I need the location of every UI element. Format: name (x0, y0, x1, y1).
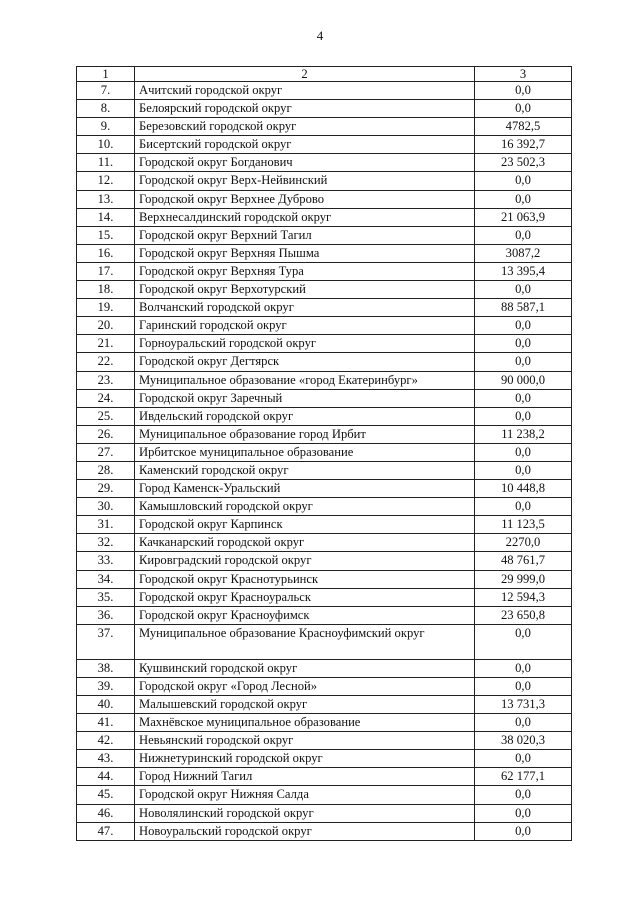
row-value: 0,0 (475, 190, 572, 208)
table-row (77, 190, 572, 208)
table-row (77, 750, 572, 768)
table-row (77, 208, 572, 226)
row-number: 35. (77, 588, 135, 606)
table-row (77, 371, 572, 389)
row-municipality: Нижнетуринский городской округ (135, 750, 475, 768)
table-row (77, 281, 572, 299)
row-municipality: Ачитский городской округ (135, 82, 475, 100)
page-number: 4 (316, 28, 324, 43)
table-row (77, 172, 572, 190)
row-municipality: Качканарский городской округ (135, 534, 475, 552)
row-number: 24. (77, 389, 135, 407)
row-municipality: Махнёвское муниципальное образование (135, 714, 475, 732)
row-value: 48 761,7 (475, 552, 572, 570)
table-row (77, 516, 572, 534)
table-row (77, 768, 572, 786)
row-municipality: Город Нижний Тагил (135, 768, 475, 786)
table-row (77, 677, 572, 695)
row-value: 0,0 (475, 714, 572, 732)
row-municipality: Верхнесалдинский городской округ (135, 208, 475, 226)
row-number: 7. (77, 82, 135, 100)
row-value: 0,0 (475, 389, 572, 407)
table-row (77, 461, 572, 479)
table-row (77, 822, 572, 840)
row-number: 44. (77, 768, 135, 786)
row-number: 45. (77, 786, 135, 804)
table-row (77, 299, 572, 317)
row-number: 38. (77, 659, 135, 677)
row-value: 21 063,9 (475, 208, 572, 226)
row-number: 20. (77, 317, 135, 335)
row-number: 22. (77, 353, 135, 371)
row-number: 32. (77, 534, 135, 552)
row-municipality: Каменский городской округ (135, 461, 475, 479)
row-municipality: Городской округ Верхний Тагил (135, 226, 475, 244)
row-number: 30. (77, 498, 135, 516)
table-row (77, 100, 572, 118)
allocation-table (76, 66, 572, 841)
row-number: 8. (77, 100, 135, 118)
row-value: 13 731,3 (475, 696, 572, 714)
table-row (77, 82, 572, 100)
row-number: 25. (77, 407, 135, 425)
table-row (77, 588, 572, 606)
row-number: 13. (77, 190, 135, 208)
row-municipality: Городской округ Верхотурский (135, 281, 475, 299)
row-value: 4782,5 (475, 118, 572, 136)
row-municipality: Бисертский городской округ (135, 136, 475, 154)
row-municipality: Городской округ «Город Лесной» (135, 677, 475, 695)
header-col-3: 3 (475, 67, 572, 82)
row-municipality: Новоуральский городской округ (135, 822, 475, 840)
row-number: 9. (77, 118, 135, 136)
table-row (77, 786, 572, 804)
row-number: 26. (77, 425, 135, 443)
row-value: 0,0 (475, 659, 572, 677)
row-value: 11 123,5 (475, 516, 572, 534)
row-value: 0,0 (475, 317, 572, 335)
row-value: 23 502,3 (475, 154, 572, 172)
row-municipality: Городской округ Верхняя Тура (135, 262, 475, 280)
row-municipality: Гаринский городской округ (135, 317, 475, 335)
row-value: 2270,0 (475, 534, 572, 552)
row-value: 0,0 (475, 335, 572, 353)
row-municipality: Горноуральский городской округ (135, 335, 475, 353)
row-municipality: Невьянский городской округ (135, 732, 475, 750)
row-municipality: Городской округ Верхнее Дуброво (135, 190, 475, 208)
table-body (77, 67, 572, 841)
row-municipality: Ивдельский городской округ (135, 407, 475, 425)
row-value: 0,0 (475, 750, 572, 768)
row-municipality: Муниципальное образование город Ирбит (135, 425, 475, 443)
table-row (77, 534, 572, 552)
row-municipality: Камышловский городской округ (135, 498, 475, 516)
row-number: 17. (77, 262, 135, 280)
row-value: 0,0 (475, 82, 572, 100)
row-municipality: Кушвинский городской округ (135, 659, 475, 677)
row-municipality: Муниципальное образование Красноуфимский округ (135, 624, 475, 659)
row-number: 33. (77, 552, 135, 570)
row-number: 15. (77, 226, 135, 244)
row-number: 19. (77, 299, 135, 317)
row-number: 28. (77, 461, 135, 479)
row-municipality: Городской округ Карпинск (135, 516, 475, 534)
table-row (77, 425, 572, 443)
table-row (77, 154, 572, 172)
row-number: 43. (77, 750, 135, 768)
table-row (77, 624, 572, 659)
row-municipality: Городской округ Верх-Нейвинский (135, 172, 475, 190)
row-value: 62 177,1 (475, 768, 572, 786)
table-row (77, 696, 572, 714)
row-number: 41. (77, 714, 135, 732)
row-value: 0,0 (475, 407, 572, 425)
row-municipality: Малышевский городской округ (135, 696, 475, 714)
row-number: 34. (77, 570, 135, 588)
row-value: 38 020,3 (475, 732, 572, 750)
table-row (77, 244, 572, 262)
table-row (77, 480, 572, 498)
row-municipality: Новолялинский городской округ (135, 804, 475, 822)
row-value: 16 392,7 (475, 136, 572, 154)
row-value: 0,0 (475, 786, 572, 804)
row-value: 10 448,8 (475, 480, 572, 498)
row-municipality: Городской округ Заречный (135, 389, 475, 407)
row-value: 0,0 (475, 100, 572, 118)
row-municipality: Городской округ Красноуфимск (135, 606, 475, 624)
table-row (77, 317, 572, 335)
row-municipality: Кировградский городской округ (135, 552, 475, 570)
table-row (77, 136, 572, 154)
table-row (77, 552, 572, 570)
row-value: 29 999,0 (475, 570, 572, 588)
row-number: 42. (77, 732, 135, 750)
table-row (77, 732, 572, 750)
header-col-2: 2 (135, 67, 475, 82)
row-number: 31. (77, 516, 135, 534)
row-municipality: Городской округ Верхняя Пышма (135, 244, 475, 262)
row-number: 36. (77, 606, 135, 624)
row-number: 46. (77, 804, 135, 822)
table-row (77, 118, 572, 136)
row-number: 12. (77, 172, 135, 190)
row-number: 11. (77, 154, 135, 172)
row-value: 23 650,8 (475, 606, 572, 624)
row-municipality: Городской округ Богданович (135, 154, 475, 172)
table-row (77, 804, 572, 822)
table-row (77, 226, 572, 244)
table-row (77, 606, 572, 624)
row-number: 14. (77, 208, 135, 226)
row-municipality: Городской округ Нижняя Салда (135, 786, 475, 804)
row-municipality: Белоярский городской округ (135, 100, 475, 118)
row-municipality: Ирбитское муниципальное образование (135, 443, 475, 461)
row-number: 47. (77, 822, 135, 840)
row-value: 3087,2 (475, 244, 572, 262)
row-number: 37. (77, 624, 135, 659)
table-row (77, 407, 572, 425)
row-municipality: Городской округ Краснотурьинск (135, 570, 475, 588)
row-value: 88 587,1 (475, 299, 572, 317)
table-row (77, 262, 572, 280)
row-value: 0,0 (475, 353, 572, 371)
row-number: 23. (77, 371, 135, 389)
row-municipality: Муниципальное образование «город Екатеринбург» (135, 371, 475, 389)
table-row (77, 353, 572, 371)
row-municipality: Городской округ Дегтярск (135, 353, 475, 371)
row-number: 27. (77, 443, 135, 461)
row-municipality: Город Каменск-Уральский (135, 480, 475, 498)
table-row (77, 498, 572, 516)
row-value: 0,0 (475, 461, 572, 479)
row-value: 12 594,3 (475, 588, 572, 606)
row-number: 16. (77, 244, 135, 262)
row-municipality: Городской округ Красноуральск (135, 588, 475, 606)
row-municipality: Волчанский городской округ (135, 299, 475, 317)
row-value: 0,0 (475, 804, 572, 822)
table-row (77, 714, 572, 732)
row-value: 0,0 (475, 677, 572, 695)
table-row (77, 335, 572, 353)
row-municipality: Березовский городской округ (135, 118, 475, 136)
header-col-1: 1 (77, 67, 135, 82)
row-value: 0,0 (475, 281, 572, 299)
row-number: 39. (77, 677, 135, 695)
row-value: 0,0 (475, 822, 572, 840)
row-number: 21. (77, 335, 135, 353)
table-row (77, 570, 572, 588)
row-number: 29. (77, 480, 135, 498)
row-value: 13 395,4 (475, 262, 572, 280)
row-number: 40. (77, 696, 135, 714)
row-value: 90 000,0 (475, 371, 572, 389)
row-number: 10. (77, 136, 135, 154)
table-row (77, 443, 572, 461)
row-value: 0,0 (475, 624, 572, 659)
row-value: 0,0 (475, 172, 572, 190)
row-number: 18. (77, 281, 135, 299)
table-row (77, 389, 572, 407)
table-header-row (77, 67, 572, 82)
row-value: 0,0 (475, 226, 572, 244)
row-value: 0,0 (475, 443, 572, 461)
table-row (77, 659, 572, 677)
row-value: 11 238,2 (475, 425, 572, 443)
row-value: 0,0 (475, 498, 572, 516)
